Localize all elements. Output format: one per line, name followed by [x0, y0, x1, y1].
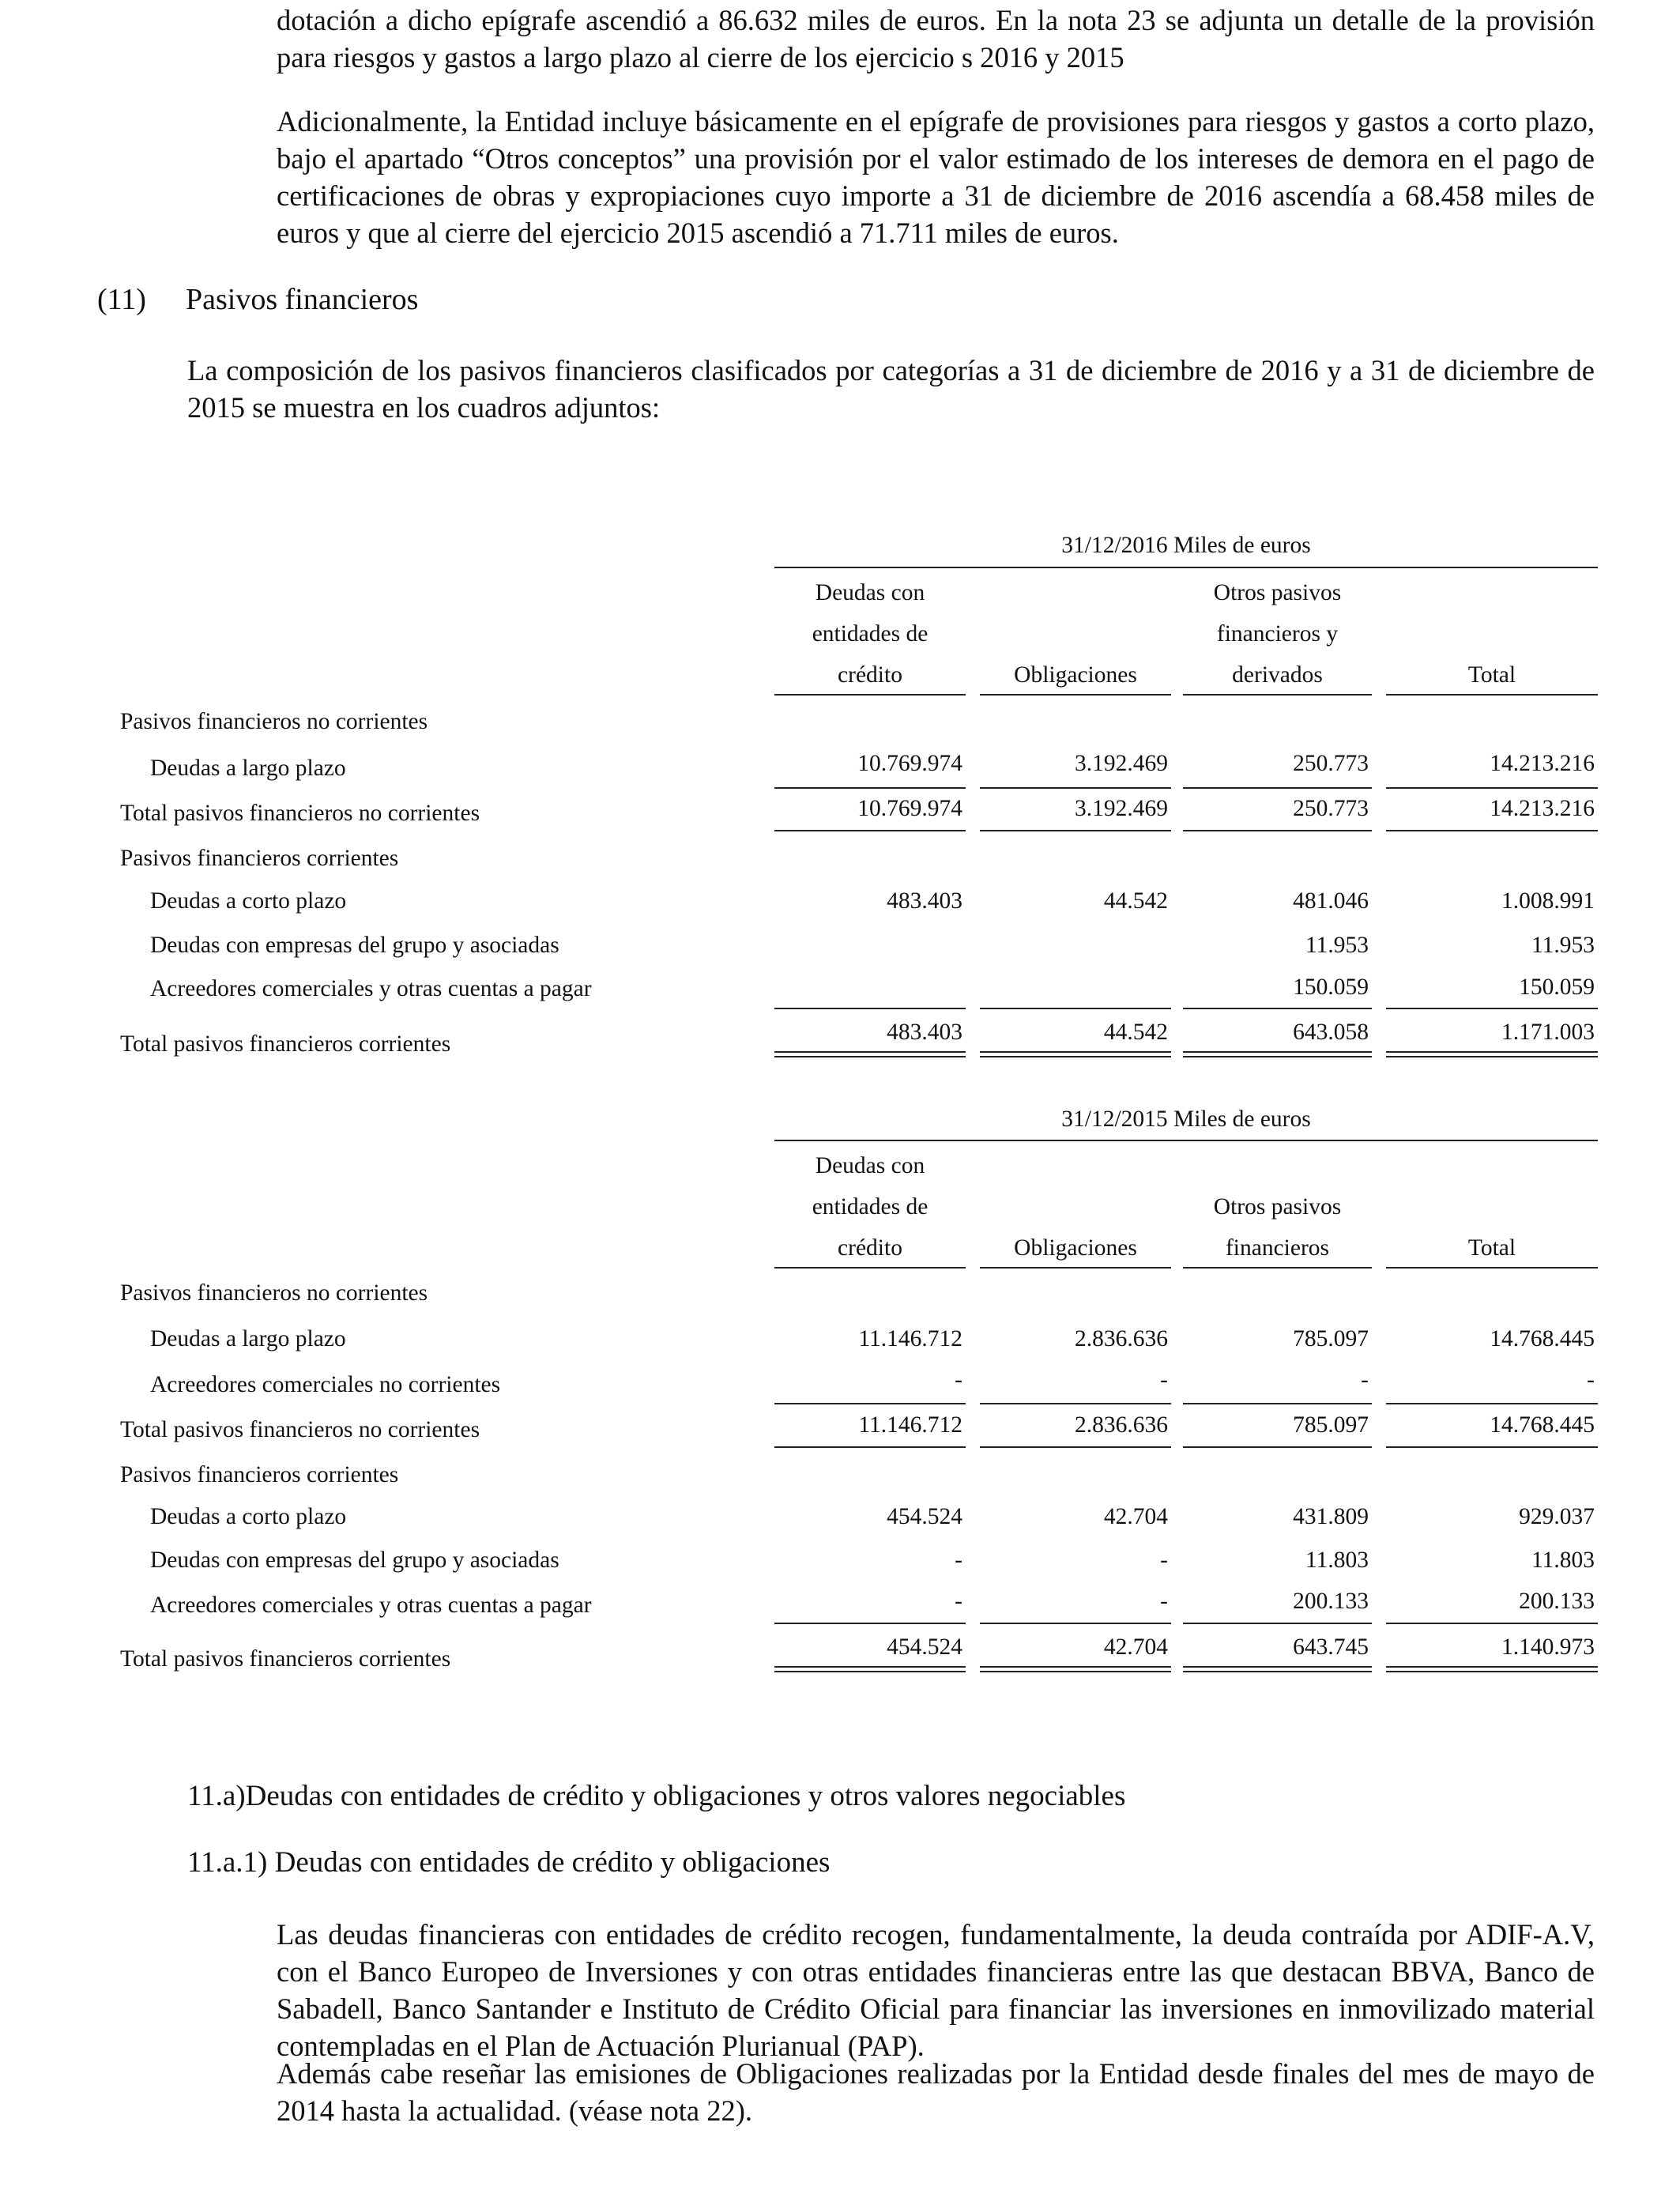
column-header — [1386, 1227, 1598, 1269]
double-total-rule — [1183, 1051, 1372, 1057]
cell-value: - — [955, 1367, 962, 1393]
subtotal-rule — [1386, 1403, 1598, 1404]
table-caption: 31/12/2016 Miles de euros — [1061, 533, 1311, 558]
subtotal-rule — [774, 787, 966, 789]
intro-paragraph-1: dotación a dicho epígrafe ascendió a 86.632 miles de euros. En la nota 23 se adjunta un detalle de la provisión para riesgos y gastos a largo plazo al cierre de los ejercicio s 2016 y 2015 — [277, 4, 1595, 74]
double-total-rule — [1386, 1666, 1598, 1672]
cell-value: 431.809 — [1293, 1504, 1369, 1529]
row-label: Deudas con empresas del grupo y asociadas — [150, 933, 559, 958]
subtotal-rule — [774, 1623, 966, 1624]
cell-value: - — [1160, 1547, 1168, 1573]
row-label: Total pasivos financieros no corrientes — [120, 1417, 480, 1442]
column-header — [1183, 1186, 1372, 1269]
column-header-line: Deudas con — [815, 580, 925, 605]
cell-value: 150.059 — [1293, 974, 1369, 1000]
subtotal-rule — [1183, 1403, 1372, 1404]
cell-value: 200.133 — [1519, 1589, 1595, 1614]
row-label: Pasivos financieros no corrientes — [120, 1280, 428, 1306]
cell-value: 3.192.469 — [1075, 751, 1168, 776]
subtotal-rule — [774, 1403, 966, 1404]
double-total-rule — [1386, 1051, 1598, 1057]
cell-value: 42.704 — [1103, 1634, 1168, 1660]
subtotal-rule — [1386, 1008, 1598, 1009]
intro-paragraph-2: Adicionalmente, la Entidad incluye básicamente en el epígrafe de provisiones para riesgos y gastos a corto plazo, bajo el apartado “Otros conceptos” una provisión por el valor estimado de los intereses de demora en el pago de certificaciones de obras y expropiaciones cuyo importe a 31 de diciembre de 2016 ascendía a 68.458 miles de euros y que al cierre del ejercicio 2015 ascendió a 71.711 miles de euros. — [277, 105, 1595, 249]
section-title: Pasivos financieros — [186, 283, 419, 316]
cell-value: 481.046 — [1293, 888, 1369, 914]
header-rule — [1183, 1267, 1372, 1269]
header-rule — [1386, 1267, 1598, 1269]
total-rule — [1386, 1446, 1598, 1448]
cell-value: 10.769.974 — [857, 796, 962, 821]
subsection-a-heading: 11.a)Deudas con entidades de crédito y obligaciones y otros valores negociables — [187, 1780, 1126, 1812]
cell-value: 454.524 — [887, 1634, 962, 1660]
subtotal-rule — [1386, 787, 1598, 789]
row-label: Deudas con empresas del grupo y asociadas — [150, 1547, 559, 1573]
cell-value: 42.704 — [1103, 1504, 1168, 1529]
total-rule — [774, 1446, 966, 1448]
total-rule — [774, 830, 966, 831]
column-header-line: Obligaciones — [1014, 1235, 1137, 1261]
subtotal-rule — [1183, 787, 1372, 789]
column-header-line: Obligaciones — [1014, 662, 1137, 688]
cell-value: 929.037 — [1519, 1504, 1595, 1529]
row-label: Deudas a corto plazo — [150, 1504, 347, 1529]
row-label: Acreedores comerciales y otras cuentas a pagar — [150, 1593, 592, 1618]
cell-value: 643.745 — [1293, 1634, 1369, 1660]
double-total-rule — [774, 1051, 966, 1057]
table-caption: 31/12/2015 Miles de euros — [1061, 1106, 1311, 1132]
cell-value: 1.008.991 — [1501, 888, 1595, 914]
row-label: Total pasivos financieros corrientes — [120, 1031, 451, 1057]
cell-value: 44.542 — [1103, 1020, 1168, 1045]
cell-value: 250.773 — [1293, 796, 1369, 821]
total-rule — [1183, 830, 1372, 831]
subsection-a1-heading: 11.a.1) Deudas con entidades de crédito y obligaciones — [187, 1846, 831, 1879]
cell-value: 11.803 — [1305, 1547, 1369, 1573]
cell-value: 150.059 — [1519, 974, 1595, 1000]
cell-value: - — [955, 1547, 962, 1573]
double-total-rule — [774, 1666, 966, 1672]
column-header-line: entidades de — [812, 1194, 929, 1220]
column-header-line: crédito — [838, 1235, 902, 1261]
subtotal-rule — [1183, 1623, 1372, 1624]
cell-value: 1.140.973 — [1501, 1634, 1595, 1660]
column-header-line: Otros pasivos — [1213, 580, 1342, 605]
total-rule — [980, 830, 1171, 831]
row-label: Pasivos financieros no corrientes — [120, 709, 428, 734]
cell-value: 14.768.445 — [1490, 1326, 1595, 1351]
cell-value: 785.097 — [1293, 1326, 1369, 1351]
closing-paragraph-1: Las deudas financieras con entidades de crédito recogen, fundamentalmente, la deuda contraída por ADIF-A.V, con el Banco Europeo de Inversiones y con otras entidades financieras entre las que destacan BBVA, Banco de Sabadell, Banco Santander e Instituto de Crédito Oficial para financiar las inversiones en inmovilizado material contempladas en el Plan de Actuación Plurianual (PAP). — [277, 1918, 1595, 2062]
column-header-line: derivados — [1232, 662, 1323, 688]
cell-value: - — [1160, 1367, 1168, 1393]
header-rule — [1183, 694, 1372, 696]
column-header-line: financieros y — [1216, 621, 1339, 647]
cell-value: 2.836.636 — [1075, 1326, 1168, 1351]
cell-value: 14.213.216 — [1490, 751, 1595, 776]
double-total-rule — [1183, 1666, 1372, 1672]
cell-value: - — [955, 1589, 962, 1614]
double-total-rule — [980, 1666, 1171, 1672]
subtotal-rule — [980, 1008, 1171, 1009]
cell-value: 44.542 — [1103, 888, 1168, 914]
cell-value: 643.058 — [1293, 1020, 1369, 1045]
cell-value: 483.403 — [887, 888, 962, 914]
column-header — [774, 572, 966, 696]
cell-value: 483.403 — [887, 1020, 962, 1045]
cell-value: 11.953 — [1305, 933, 1369, 958]
subtotal-rule — [980, 787, 1171, 789]
column-header-line: crédito — [838, 662, 902, 688]
cell-value: 2.836.636 — [1075, 1412, 1168, 1438]
column-header — [1183, 572, 1372, 696]
cell-value: 10.769.974 — [857, 751, 962, 776]
cell-value: - — [1160, 1589, 1168, 1614]
row-label: Pasivos financieros corrientes — [120, 1462, 399, 1487]
caption-rule — [774, 567, 1598, 568]
row-label: Deudas a corto plazo — [150, 888, 347, 914]
column-header-line: entidades de — [812, 621, 929, 647]
header-rule — [1386, 694, 1598, 696]
header-rule — [980, 1267, 1171, 1269]
cell-value: 14.768.445 — [1490, 1412, 1595, 1438]
row-label: Total pasivos financieros no corrientes — [120, 801, 480, 826]
total-rule — [1386, 830, 1598, 831]
column-header-line: Otros pasivos — [1213, 1194, 1342, 1220]
cell-value: 250.773 — [1293, 751, 1369, 776]
row-label: Total pasivos financieros corrientes — [120, 1646, 451, 1672]
row-label: Acreedores comerciales y otras cuentas a pagar — [150, 976, 592, 1001]
cell-value: 11.146.712 — [858, 1412, 962, 1438]
cell-value: - — [1587, 1367, 1595, 1393]
row-label: Pasivos financieros corrientes — [120, 846, 399, 871]
column-header — [774, 1145, 966, 1269]
cell-value: - — [1361, 1367, 1369, 1393]
subtotal-rule — [980, 1623, 1171, 1624]
subtotal-rule — [980, 1403, 1171, 1404]
row-label: Deudas a largo plazo — [150, 1326, 346, 1351]
cell-value: 11.953 — [1531, 933, 1595, 958]
column-header-line: financieros — [1225, 1235, 1330, 1261]
column-header-line: Total — [1467, 662, 1516, 688]
cell-value: 11.803 — [1531, 1547, 1595, 1573]
subtotal-rule — [1386, 1623, 1598, 1624]
header-rule — [774, 1267, 966, 1269]
cell-value: 11.146.712 — [858, 1326, 962, 1351]
row-label: Acreedores comerciales no corrientes — [150, 1372, 501, 1397]
header-rule — [774, 694, 966, 696]
header-rule — [980, 694, 1171, 696]
subtotal-rule — [1183, 1008, 1372, 1009]
column-header — [1386, 654, 1598, 696]
section-intro: La composición de los pasivos financieros clasificados por categorías a 31 de diciembre de 2016 y a 31 de diciembre de 2015 se muestra en los cuadros adjuntos: — [187, 354, 1595, 424]
row-label: Deudas a largo plazo — [150, 756, 346, 781]
cell-value: 3.192.469 — [1075, 796, 1168, 821]
column-header-line: Deudas con — [815, 1153, 925, 1178]
section-number: (11) — [97, 283, 146, 316]
column-header — [980, 654, 1171, 696]
section-heading — [97, 281, 418, 319]
total-rule — [980, 1446, 1171, 1448]
caption-rule — [774, 1140, 1598, 1141]
subtotal-rule — [774, 1008, 966, 1009]
cell-value: 454.524 — [887, 1504, 962, 1529]
column-header — [980, 1227, 1171, 1269]
total-rule — [1183, 1446, 1372, 1448]
cell-value: 785.097 — [1293, 1412, 1369, 1438]
cell-value: 200.133 — [1293, 1589, 1369, 1614]
closing-paragraph-2: Además cabe reseñar las emisiones de Obligaciones realizadas por la Entidad desde finales del mes de mayo de 2014 hasta la actualidad. (véase nota 22). — [277, 2057, 1595, 2127]
column-header-line: Total — [1467, 1235, 1516, 1261]
double-total-rule — [980, 1051, 1171, 1057]
cell-value: 14.213.216 — [1490, 796, 1595, 821]
cell-value: 1.171.003 — [1501, 1020, 1595, 1045]
